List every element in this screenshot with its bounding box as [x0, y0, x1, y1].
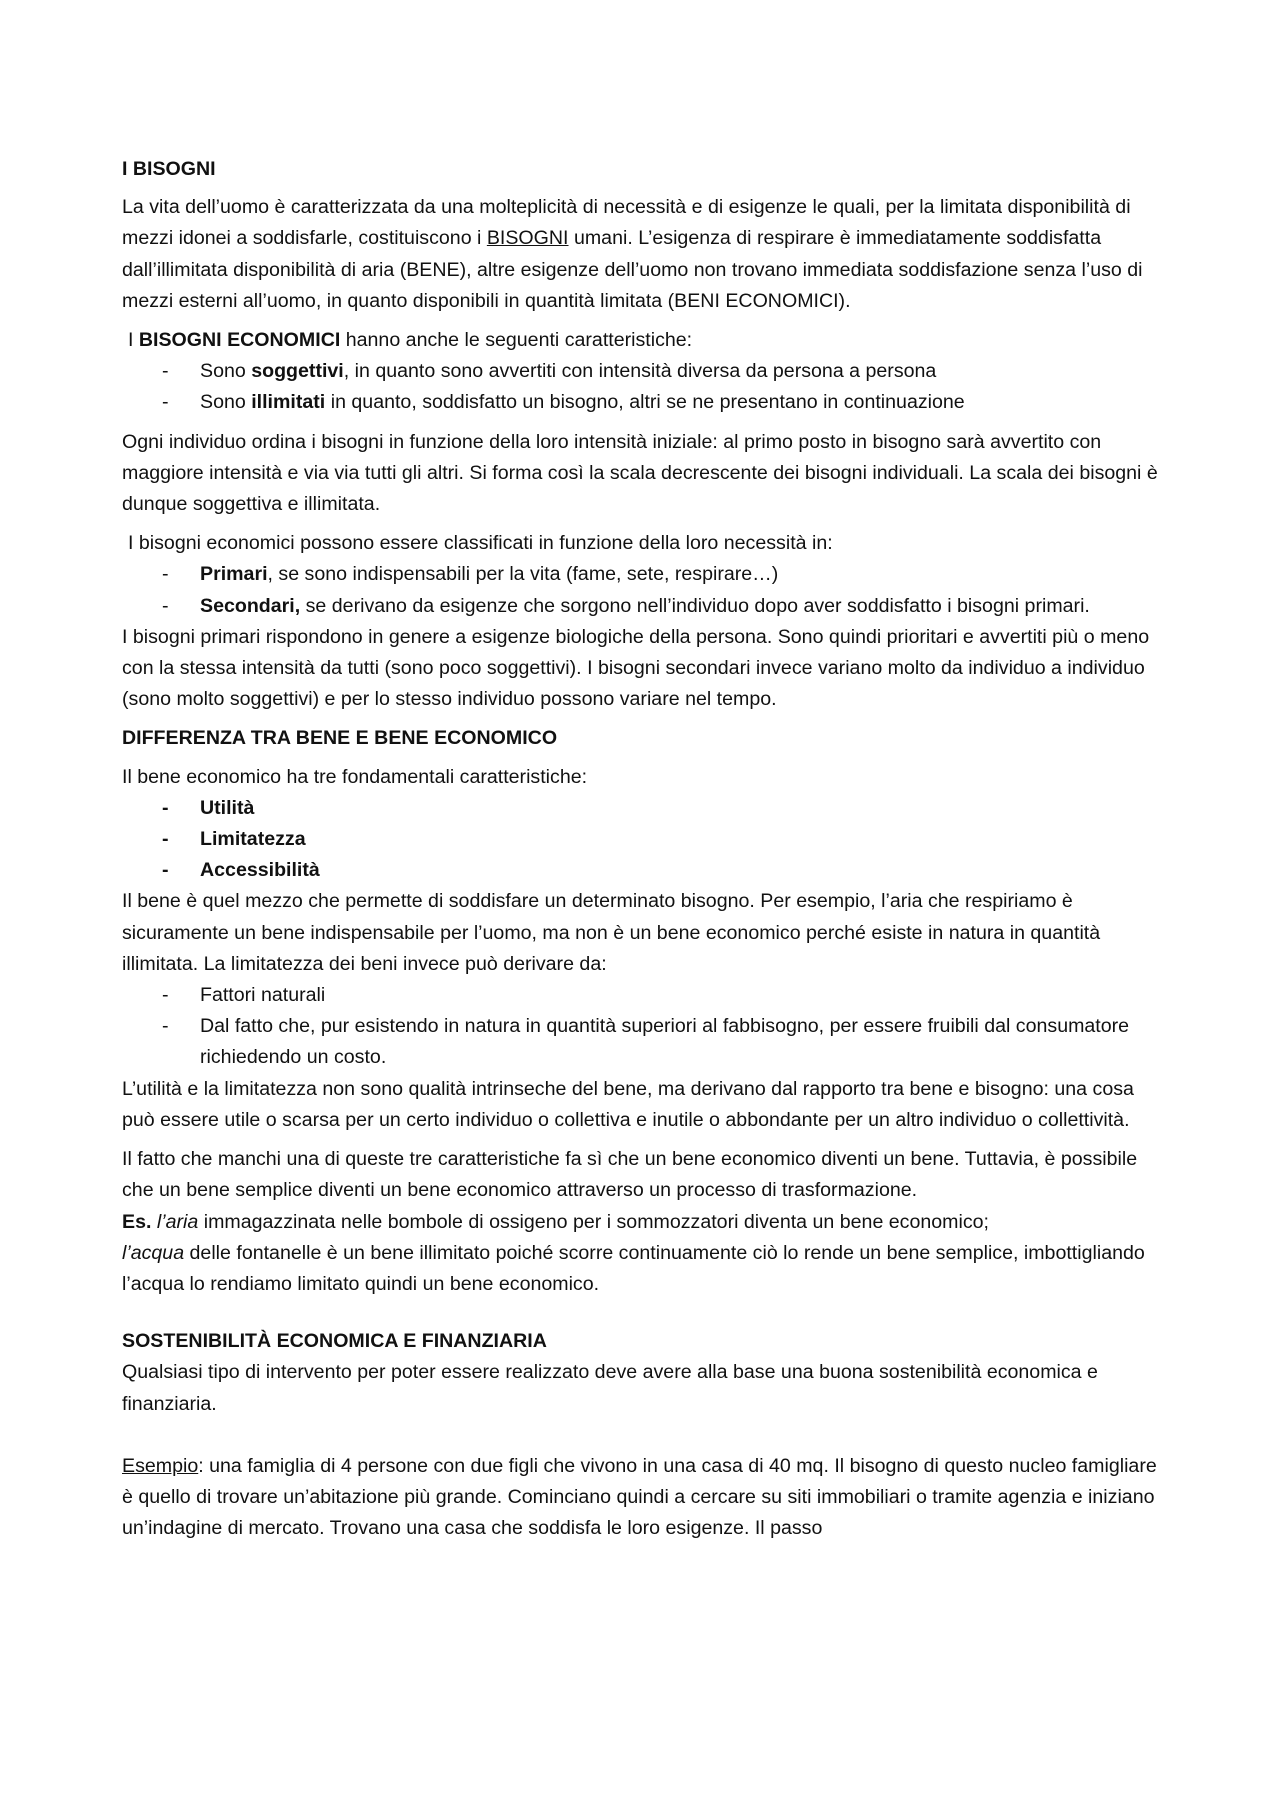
list-item: - Dal fatto che, pur esistendo in natura in quantità superiori al fabbisogno, per essere fruibili dal consumatore richiedendo un costo.: [122, 1011, 1160, 1073]
list-limitatezza: [122, 980, 1160, 1074]
list-item: - Primari, se sono indispensabili per la vita (fame, sete, respirare…): [122, 559, 1160, 590]
term-bisogni: BISOGNI: [486, 227, 569, 250]
paragraph-bisogni-economici: I BISOGNI ECONOMICI hanno anche le seguenti caratteristiche:: [128, 329, 693, 352]
paragraph-classificazione: I bisogni economici possono essere classificati in funzione della loro necessità in:: [128, 532, 833, 555]
paragraph-utilita: L’utilità e la limitatezza non sono qualità intrinseche del bene, ma derivano dal rapporto tra bene e bisogno: una cosa può essere utile o scarsa per un certo individuo o collettiva e inutile o abbondante per un altro individuo o collettività.: [122, 1077, 1134, 1131]
list-item: - Accessibilità: [122, 855, 1160, 886]
paragraph-intro: La vita dell’uomo è caratterizzata da una molteplicità di necessità e di esigenze le quali, per la limitata disponibilità di mezzi idonei a soddisfarle, costituiscono i BISOGNI umani. L’esigenza di respirare è immediatamente soddisfatta dall’illimitata disponibilità di aria (BENE), altre esigenze dell’uomo non trovano immediata soddisfazione senza l’uso di mezzi esterni all’uomo, in quanto disponibili in quantità limitata (BENI ECONOMICI).: [122, 196, 1143, 312]
list-item: - Sono illimitati in quanto, soddisfatto un bisogno, altri se ne presentano in continuazione: [122, 387, 1160, 418]
paragraph-primari-secondari: I bisogni primari rispondono in genere a esigenze biologiche della persona. Sono quindi prioritari e avvertiti più o meno con la stessa intensità da tutti (sono poco soggettivi). I bisogni secondari invece variano molto da individuo a individuo (sono molto soggettivi) e per lo stesso individuo possono variare nel tempo.: [122, 625, 1150, 711]
list-classificazione: [122, 559, 1160, 621]
heading-differenza: DIFFERENZA TRA BENE E BENE ECONOMICO: [122, 727, 558, 750]
paragraph-esempio-famiglia: Esempio: una famiglia di 4 persone con due figli che vivono in una casa di 40 mq. Il bisogno di questo nucleo famigliare è quello di trovare un’abitazione più grande. Cominciano quindi a cercare su siti immobiliari o tramite agenzia e iniziano un’indagine di mercato. Trovano una casa che soddisfa le loro esigenze. Il passo: [122, 1454, 1157, 1540]
paragraph-trasformazione: Il fatto che manchi una di queste tre caratteristiche fa sì che un bene economico diventi un bene. Tuttavia, è possibile che un bene semplice diventi un bene economico attraverso un processo di trasformazione.: [122, 1148, 1138, 1202]
paragraph-scala-bisogni: Ogni individuo ordina i bisogni in funzione della loro intensità iniziale: al primo posto in bisogno sarà avvertito con maggiore intensità e via via tutti gli altri. Si forma così la scala decrescente dei bisogni individuali. La scala dei bisogni è dunque soggettiva e illimitata.: [122, 430, 1158, 516]
list-item: - Utilità: [122, 793, 1160, 824]
paragraph-esempio-aria: Es. l’aria immagazzinata nelle bombole di ossigeno per i sommozzatori diventa un bene economico; l’acqua delle fontanelle è un bene illimitato poiché scorre continuamente ciò lo rende un bene semplice, imbottigliando l’acqua lo rendiamo limitato quindi un bene economico.: [122, 1210, 1145, 1295]
paragraph-sostenibilita: Qualsiasi tipo di intervento per poter essere realizzato deve avere alla base una buona sostenibilità economica e finanziaria.: [122, 1361, 1098, 1415]
paragraph-bene: Il bene è quel mezzo che permette di soddisfare un determinato bisogno. Per esempio, l’aria che respiriamo è sicuramente un bene indispensabile per l’uomo, ma non è un bene economico perché esiste in natura in quantità illimitata. La limitatezza dei beni invece può derivare da:: [122, 890, 1101, 975]
heading-bisogni: I BISOGNI: [122, 158, 216, 180]
list-item: - Secondari, se derivano da esigenze che sorgono nell’individuo dopo aver soddisfatto i bisogni primari.: [122, 591, 1160, 622]
paragraph-bene-economico: Il bene economico ha tre fondamentali caratteristiche:: [122, 765, 588, 788]
list-item: - Fattori naturali: [122, 980, 1160, 1011]
list-item: - Limitatezza: [122, 824, 1160, 855]
spacer: [122, 1420, 1160, 1451]
heading-sostenibilita: SOSTENIBILITÀ ECONOMICA E FINANZIARIA: [122, 1330, 547, 1353]
list-features: [122, 793, 1160, 887]
list-item: - Sono soggettivi, in quanto sono avvertiti con intensità diversa da persona a persona: [122, 356, 1160, 387]
spacer: [122, 1300, 1160, 1326]
list-caratteristiche: [122, 356, 1160, 418]
